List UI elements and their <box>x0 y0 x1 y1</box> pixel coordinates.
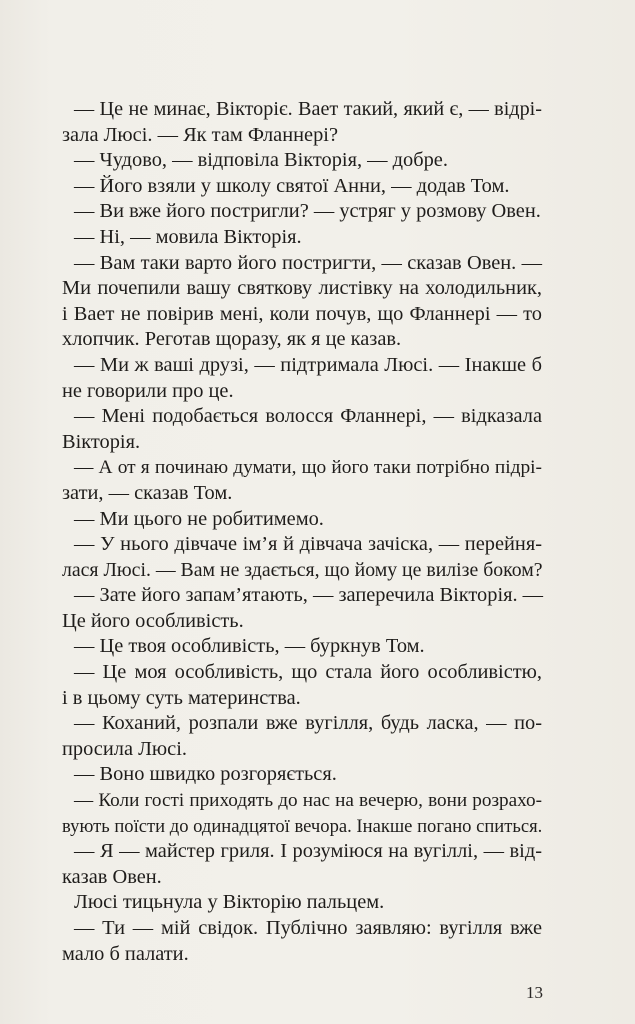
text-line: не говорили про це. <box>62 379 234 402</box>
text-line: вують поїсти до одинадцятої вечора. Інакше погано спиться. <box>62 815 543 837</box>
text-line: Це його особливість. <box>62 609 244 632</box>
text-line: Люсі тицьнула у Вікторію пальцем. <box>74 891 385 914</box>
text-line: просила Люсі. <box>62 737 187 760</box>
text-line: лася Люсі. — Вам не здається, що йому це вилізе боком? <box>62 558 543 581</box>
text-line: — Ми цього не робитимемо. <box>74 507 324 530</box>
text-line: — Це моя особливість, що стала його особливістю, <box>74 661 542 684</box>
text-line: казав Овен. <box>62 865 162 888</box>
text-line: — Вам таки варто його постригти, — сказав Овен. — <box>74 251 542 274</box>
text-line: зала Люсі. — Як там Фланнері? <box>62 123 338 146</box>
text-line: — Зате його запам’ятають, — заперечила Вікторія. — <box>74 584 544 607</box>
text-line: зати, — сказав Том. <box>62 481 233 504</box>
page-number: 13 <box>526 983 543 1002</box>
text-line: мало б палати. <box>62 942 189 965</box>
text-line: хлопчик. Реготав щоразу, як я це казав. <box>62 328 402 351</box>
body-text <box>62 97 542 967</box>
text-line: Ми почепили вашу святкову листівку на холодильник, <box>62 277 542 300</box>
text-line: — Воно швидко розгоряється. <box>74 763 337 786</box>
text-line: — Його взяли у школу святої Анни, — додав Том. <box>74 174 510 197</box>
text-line: — А от я починаю думати, що його таки потрібно підрі- <box>74 457 542 479</box>
text-line: — Мені подобається волосся Фланнері, — відказала <box>74 405 542 428</box>
text-line: — Ми ж ваші друзі, — підтримала Люсі. — Інакше б <box>74 353 542 376</box>
text-line: — У нього дівчаче ім’я й дівчача зачіска, — перейня- <box>74 533 542 556</box>
text-line: — Ти — мій свідок. Публічно заявляю: вугілля вже <box>74 917 542 939</box>
text-line: — Ви вже його постригли? — устряг у розмову Овен. <box>74 200 541 223</box>
text-line: — Ні, — мовила Вікторія. <box>74 225 302 248</box>
text-line: і Вает не повірив мені, коли почув, що Фланнері — то <box>62 302 542 325</box>
text-line: — Це не минає, Вікторіє. Вает такий, який є, — відрі- <box>74 98 542 120</box>
text-line: — Коли гості приходять до нас на вечерю, вони розрахо- <box>74 790 542 812</box>
text-line: — Це твоя особливість, — буркнув Том. <box>74 635 425 658</box>
text-line: — Чудово, — відповіла Вікторія, — добре. <box>74 149 448 172</box>
text-line: Вікторія. <box>62 430 141 453</box>
text-line: і в цьому суть материнства. <box>62 686 301 709</box>
text-line: — Я — майстер гриля. І розуміюся на вугіллі, — від- <box>74 840 542 863</box>
text-line: — Коханий, розпали вже вугілля, будь ласка, — по- <box>74 712 542 735</box>
